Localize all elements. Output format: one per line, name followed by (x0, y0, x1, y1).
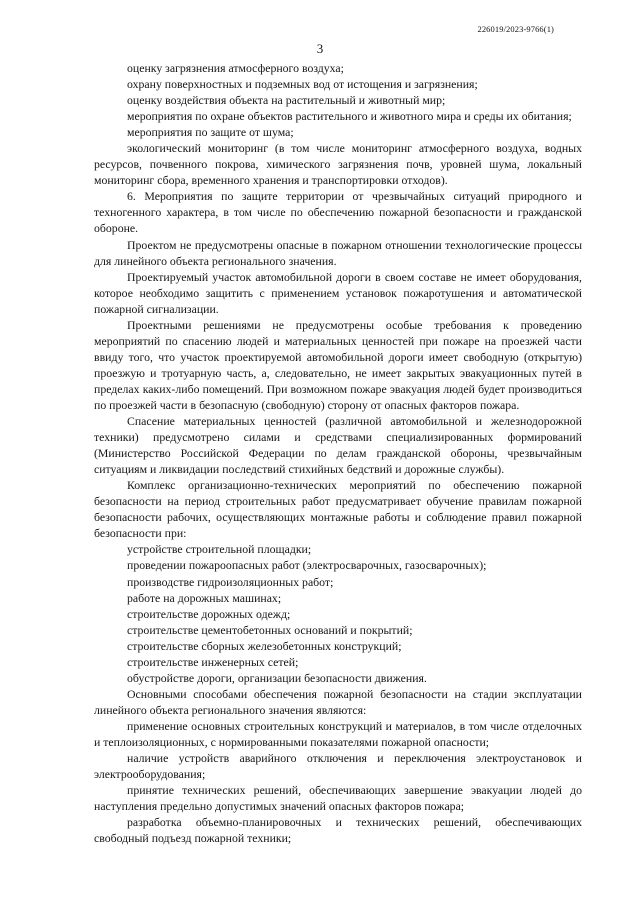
list-item: применение основных строительных конструкций и материалов, в том числе отделочных и теплоизоляционных, с нормированными показателями пожарной опасности; (94, 718, 582, 749)
list-item: проведении пожароопасных работ (электросварочных, газосварочных); (127, 558, 487, 573)
paragraph: 6. Мероприятия по защите территории от чрезвычайных ситуаций природного и техногенного характера, в том числе по обеспечению пожарной безопасности и гражданской обороне. (94, 189, 582, 236)
paragraph: экологический мониторинг (в том числе мониторинг атмосферного воздуха, водных ресурсов, почвенного покрова, химического загрязнения почв, уровней шума, локальный мониторинг сбора, временного хранения и транспортировки отходов). (94, 141, 582, 188)
paragraph: охрану поверхностных и подземных вод от истощения и загрязнения; (127, 77, 478, 92)
paragraph: Проектными решениями не предусмотрены особые требования к проведению мероприятий по спасению людей и материальных ценностей при пожаре на проезжей части ввиду того, что участок проектируемой автомобильной дороги имеет свободную (открытую) проезжую и тротуарную часть, а, следовательно, не имеет закрытых эвакуационных путей в пределах каких-либо помещений. При возможном пожаре эвакуация людей будет производиться по проезжей части в безопасную (свободную) сторону от опасных факторов пожара. (94, 317, 582, 412)
list-item: строительстве цементобетонных оснований и покрытий; (127, 622, 413, 637)
paragraph: Спасение материальных ценностей (различной автомобильной и железнодорожной техники) предусмотрено силами и средствами специализированных формирований (Министерство Российской Федерации по делам гражданской обороны, чрезвычайным ситуациям и ликвидации последствий стихийных бедствий и дорожные службы). (94, 414, 582, 477)
paragraph: Комплекс организационно-технических мероприятий по обеспечению пожарной безопасности на период строительных работ предусматривает обучение правилам пожарной безопасности рабочих, осуществляющих монтажные работы и соблюдение правил пожарной безопасности при: (94, 478, 582, 541)
list-item: производстве гидроизоляционных работ; (127, 574, 334, 589)
paragraph: оценку загрязнения атмосферного воздуха; (127, 61, 344, 75)
page-number: 3 (316, 41, 324, 56)
list-item: строительстве дорожных одежд; (127, 606, 291, 621)
list-item: строительстве сборных железобетонных конструкций; (127, 638, 402, 653)
document-body (94, 60, 582, 846)
list-item: обустройстве дороги, организации безопасности движения. (127, 670, 427, 685)
list-item: строительстве инженерных сетей; (127, 654, 299, 669)
list-item: принятие технических решений, обеспечивающих завершение эвакуации людей до наступления предельно допустимых значений опасных факторов пожара; (94, 783, 582, 814)
paragraph: Проектом не предусмотрены опасные в пожарном отношении технологические процессы для линейного объекта регионального значения. (94, 237, 582, 268)
document-number: 226019/2023-9766(1) (477, 24, 554, 34)
paragraph: мероприятия по охране объектов растительного и животного мира и среды их обитания; (127, 109, 572, 124)
paragraph: Проектируемый участок автомобильной дороги в своем составе не имеет оборудования, которое необходимо защитить с применением установок пожаротушения и автоматической пожарной сигнализации. (94, 269, 582, 316)
list-item: устройстве строительной площадки; (127, 542, 312, 557)
paragraph: Основными способами обеспечения пожарной безопасности на стадии эксплуатации линейного объекта регионального значения являются: (94, 686, 582, 717)
list-item: наличие устройств аварийного отключения и переключения электроустановок и электрооборудования; (94, 751, 582, 782)
paragraph: мероприятия по защите от шума; (127, 125, 294, 140)
list-item: разработка объемно-планировочных и технических решений, обеспечивающих свободный подъезд пожарной техники; (94, 815, 582, 846)
paragraph: оценку воздействия объекта на растительный и животный мир; (127, 93, 446, 108)
list-item: работе на дорожных машинах; (127, 590, 282, 605)
